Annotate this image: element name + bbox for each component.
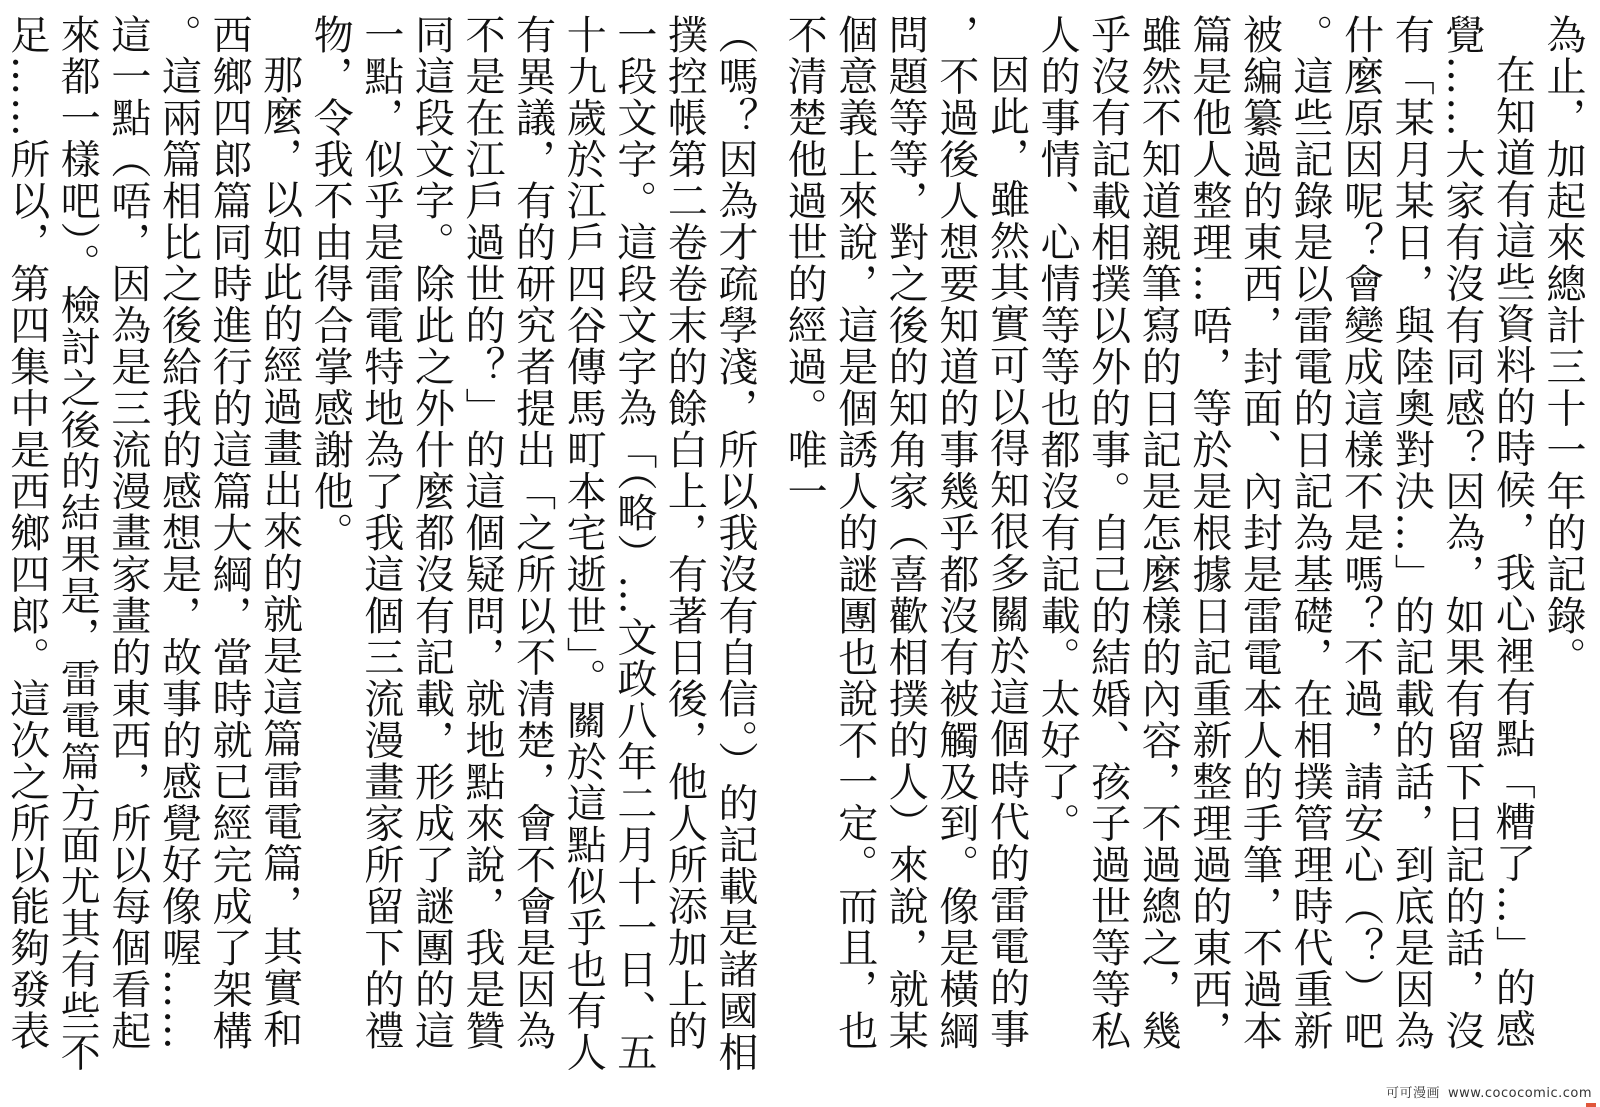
corner-accent-mark xyxy=(1586,1103,1596,1107)
watermark-brand: 可可漫画 xyxy=(1386,1086,1441,1101)
left-page xyxy=(3,14,760,1074)
site-watermark xyxy=(1386,1082,1592,1101)
left-page-text xyxy=(3,14,760,1074)
right-page xyxy=(781,14,1588,1074)
left-paragraph-2: 那麼，以如此的經過畫出來的就是這篇雷電篇，其實和西鄉四郎篇同時進行的這篇大綱，當時就已經完成了架構。這兩篇相比之後給我的感想是，故事的感覺好像喔……這一點（唔，因為是三流漫畫家畫的東西，所以每個看起來都一樣吧）。檢討之後的結果是，雷電篇方面尤其有些不足……所以，第四集中是西鄉四郎。這次之所以能夠發表 xyxy=(3,14,303,1073)
right-paragraph-2: 在知道有這些資料的時候，我心裡有點「糟了…」的感覺……大家有沒有同感？因為，如果有留下日記的話，沒有「某月某日，與陸奧對決…」的記載的話，到底是因為什麼原因呢？會變成這樣不是嗎？不過，請安心（？）吧。這些記錄是以雷電的日記為基礎，在相撲管理時代重新被編纂過的東西，封面、內封是雷電本人的手筆，不過本篇是他人整理…唔，等於是根據日記重新整理過的東西，雖然不知道親筆寫的日記是怎麼樣的內容，不過總之，幾乎沒有記載相撲以外的事。自己的結婚、孩子過世等等私人的事情、心情等等也都沒有記載。太好了。 xyxy=(1034,14,1536,1052)
left-paragraph-1: （嗎？因為才疏學淺，所以我沒有自信。）的記載是諸國相撲控帳第二卷卷末的餘白上，有著日後，他人所添加上的一段文字。這段文字為「（略）…文政八年二月十一日、五十九歲於江戶四谷傳馬町本宅逝世」。關於這點似乎也有人有異議，有的研究者提出「之所以不清楚，會不會是因為不是在江戶過世的？」的這個疑問，就地點來說，我是贊同這段文字。除此之外什麼都沒有記載，形成了謎團的這一點，似乎是雷電特地為了我這個三流漫畫家所留下的禮物，令我不由得合掌感謝他。 xyxy=(307,14,758,1073)
right-page-text xyxy=(781,14,1588,1074)
watermark-site: www.cococomic.com xyxy=(1448,1086,1592,1101)
right-paragraph-1: 為止，加起來總計三十一年的記錄。 xyxy=(1540,14,1586,678)
right-paragraph-3: 因此，雖然其實可以得知很多關於這個時代的雷電的事，不過後人想要知道的事幾乎都沒有被觸及到。像是橫綱問題等等，對之後的知角家（喜歡相撲的人）來說，就某個意義上來說，這是個誘人的謎團也說不一定。而且，也不清楚他過世的經過。唯一 xyxy=(781,14,1030,1052)
